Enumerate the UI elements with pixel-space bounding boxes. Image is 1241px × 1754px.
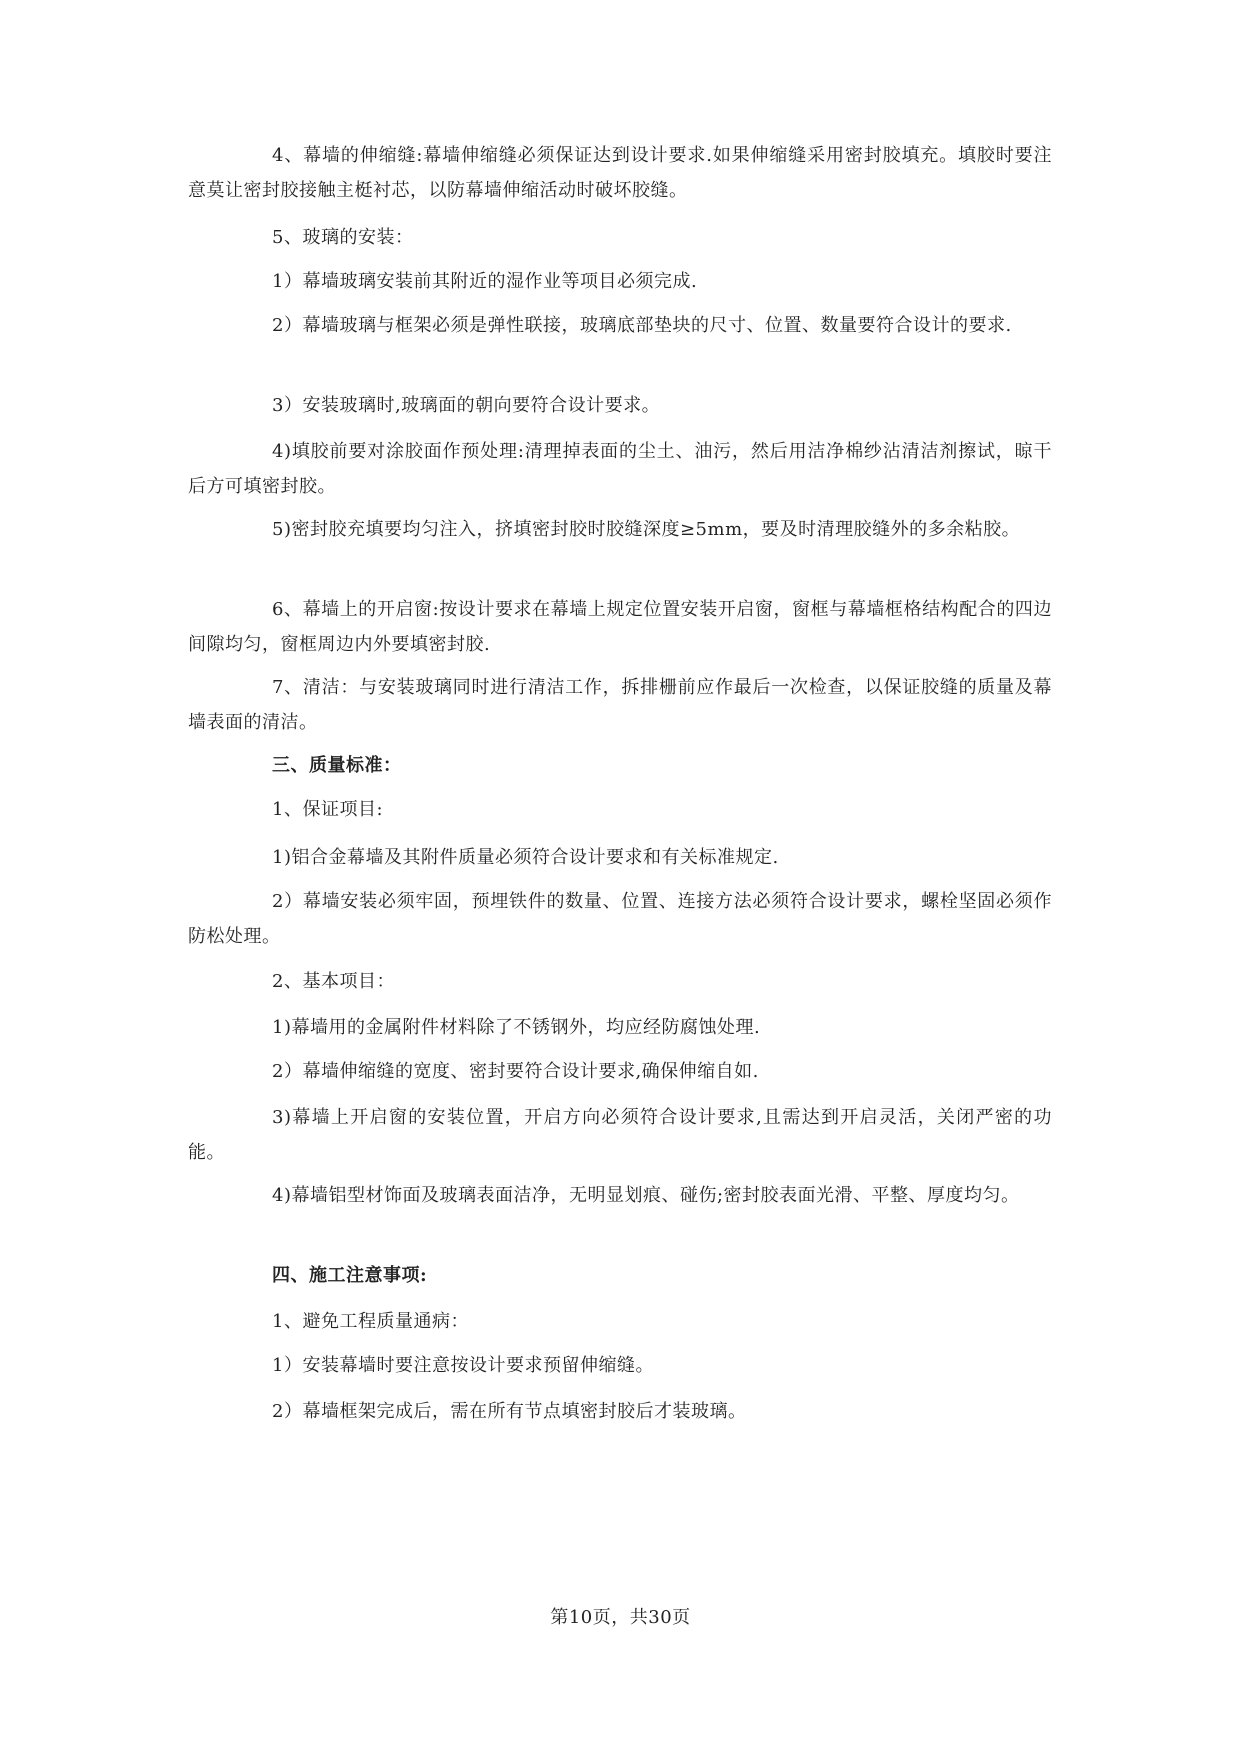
paragraph-avoid-1: 1）安装幕墙时要注意按设计要求预留伸缩缝。 xyxy=(272,1355,654,1376)
paragraph-guarantee-2: 2）幕墙安装必须牢固，预埋铁件的数量、位置、连接方法必须符合设计要求，螺栓坚固必须作防松处理。 xyxy=(188,891,1052,947)
paragraph-avoid-defects: 1、避免工程质量通病： xyxy=(272,1311,469,1332)
paragraph-basic-1: 1)幕墙用的金属附件材料除了不锈钢外，均应经防腐蚀处理. xyxy=(272,1017,761,1038)
paragraph-glass-step-1: 1）幕墙玻璃安装前其附近的湿作业等项目必须完成. xyxy=(272,271,698,292)
paragraph-glass-step-5: 5)密封胶充填要均匀注入，挤填密封胶时胶缝深度≥5mm，要及时清理胶缝外的多余粘胶。 xyxy=(272,519,1021,540)
paragraph-glass-installation: 5、玻璃的安装： xyxy=(272,227,414,248)
paragraph-expansion-joint: 4、幕墙的伸缩缝:幕墙伸缩缝必须保证达到设计要求.如果伸缩缝采用密封胶填充。填胶时要注意莫让密封胶接触主梃衬芯，以防幕墙伸缩活动时破坏胶缝。 xyxy=(188,145,1052,201)
paragraph-opening-window: 6、幕墙上的开启窗:按设计要求在幕墙上规定位置安装开启窗，窗框与幕墙框格结构配合的四边间隙均匀，窗框周边内外要填密封胶. xyxy=(188,599,1052,655)
section-heading-quality-standards: 三、质量标准： xyxy=(272,755,402,776)
paragraph-basic-3: 3)幕墙上开启窗的安装位置，开启方向必须符合设计要求,且需达到开启灵活，关闭严密的功能。 xyxy=(188,1107,1052,1163)
paragraph-guarantee-items: 1、保证项目: xyxy=(272,799,384,820)
paragraph-glass-step-3: 3）安装玻璃时,玻璃面的朝向要符合设计要求。 xyxy=(272,395,661,416)
paragraph-basic-items: 2、基本项目： xyxy=(272,971,395,992)
paragraph-glass-step-4: 4)填胶前要对涂胶面作预处理:清理掉表面的尘土、油污，然后用洁净棉纱沾清洁剂擦试，晾干后方可填密封胶。 xyxy=(188,441,1052,497)
paragraph-basic-2: 2）幕墙伸缩缝的宽度、密封要符合设计要求,确保伸缩自如. xyxy=(272,1061,759,1082)
paragraph-guarantee-1: 1)铝合金幕墙及其附件质量必须符合设计要求和有关标准规定. xyxy=(272,847,779,868)
paragraph-avoid-2: 2）幕墙框架完成后，需在所有节点填密封胶后才装玻璃。 xyxy=(272,1401,747,1422)
paragraph-basic-4: 4)幕墙铝型材饰面及玻璃表面洁净，无明显划痕、碰伤;密封胶表面光滑、平整、厚度均匀。 xyxy=(272,1185,1020,1206)
paragraph-glass-step-2: 2）幕墙玻璃与框架必须是弹性联接，玻璃底部垫块的尺寸、位置、数量要符合设计的要求. xyxy=(272,315,1012,336)
section-heading-construction-notes: 四、施工注意事项: xyxy=(272,1265,428,1286)
paragraph-cleaning: 7、清洁：与安装玻璃同时进行清洁工作，拆排栅前应作最后一次检查，以保证胶缝的质量及幕墙表面的清洁。 xyxy=(188,677,1052,733)
page-number-footer: 第10页，共30页 xyxy=(550,1607,691,1628)
